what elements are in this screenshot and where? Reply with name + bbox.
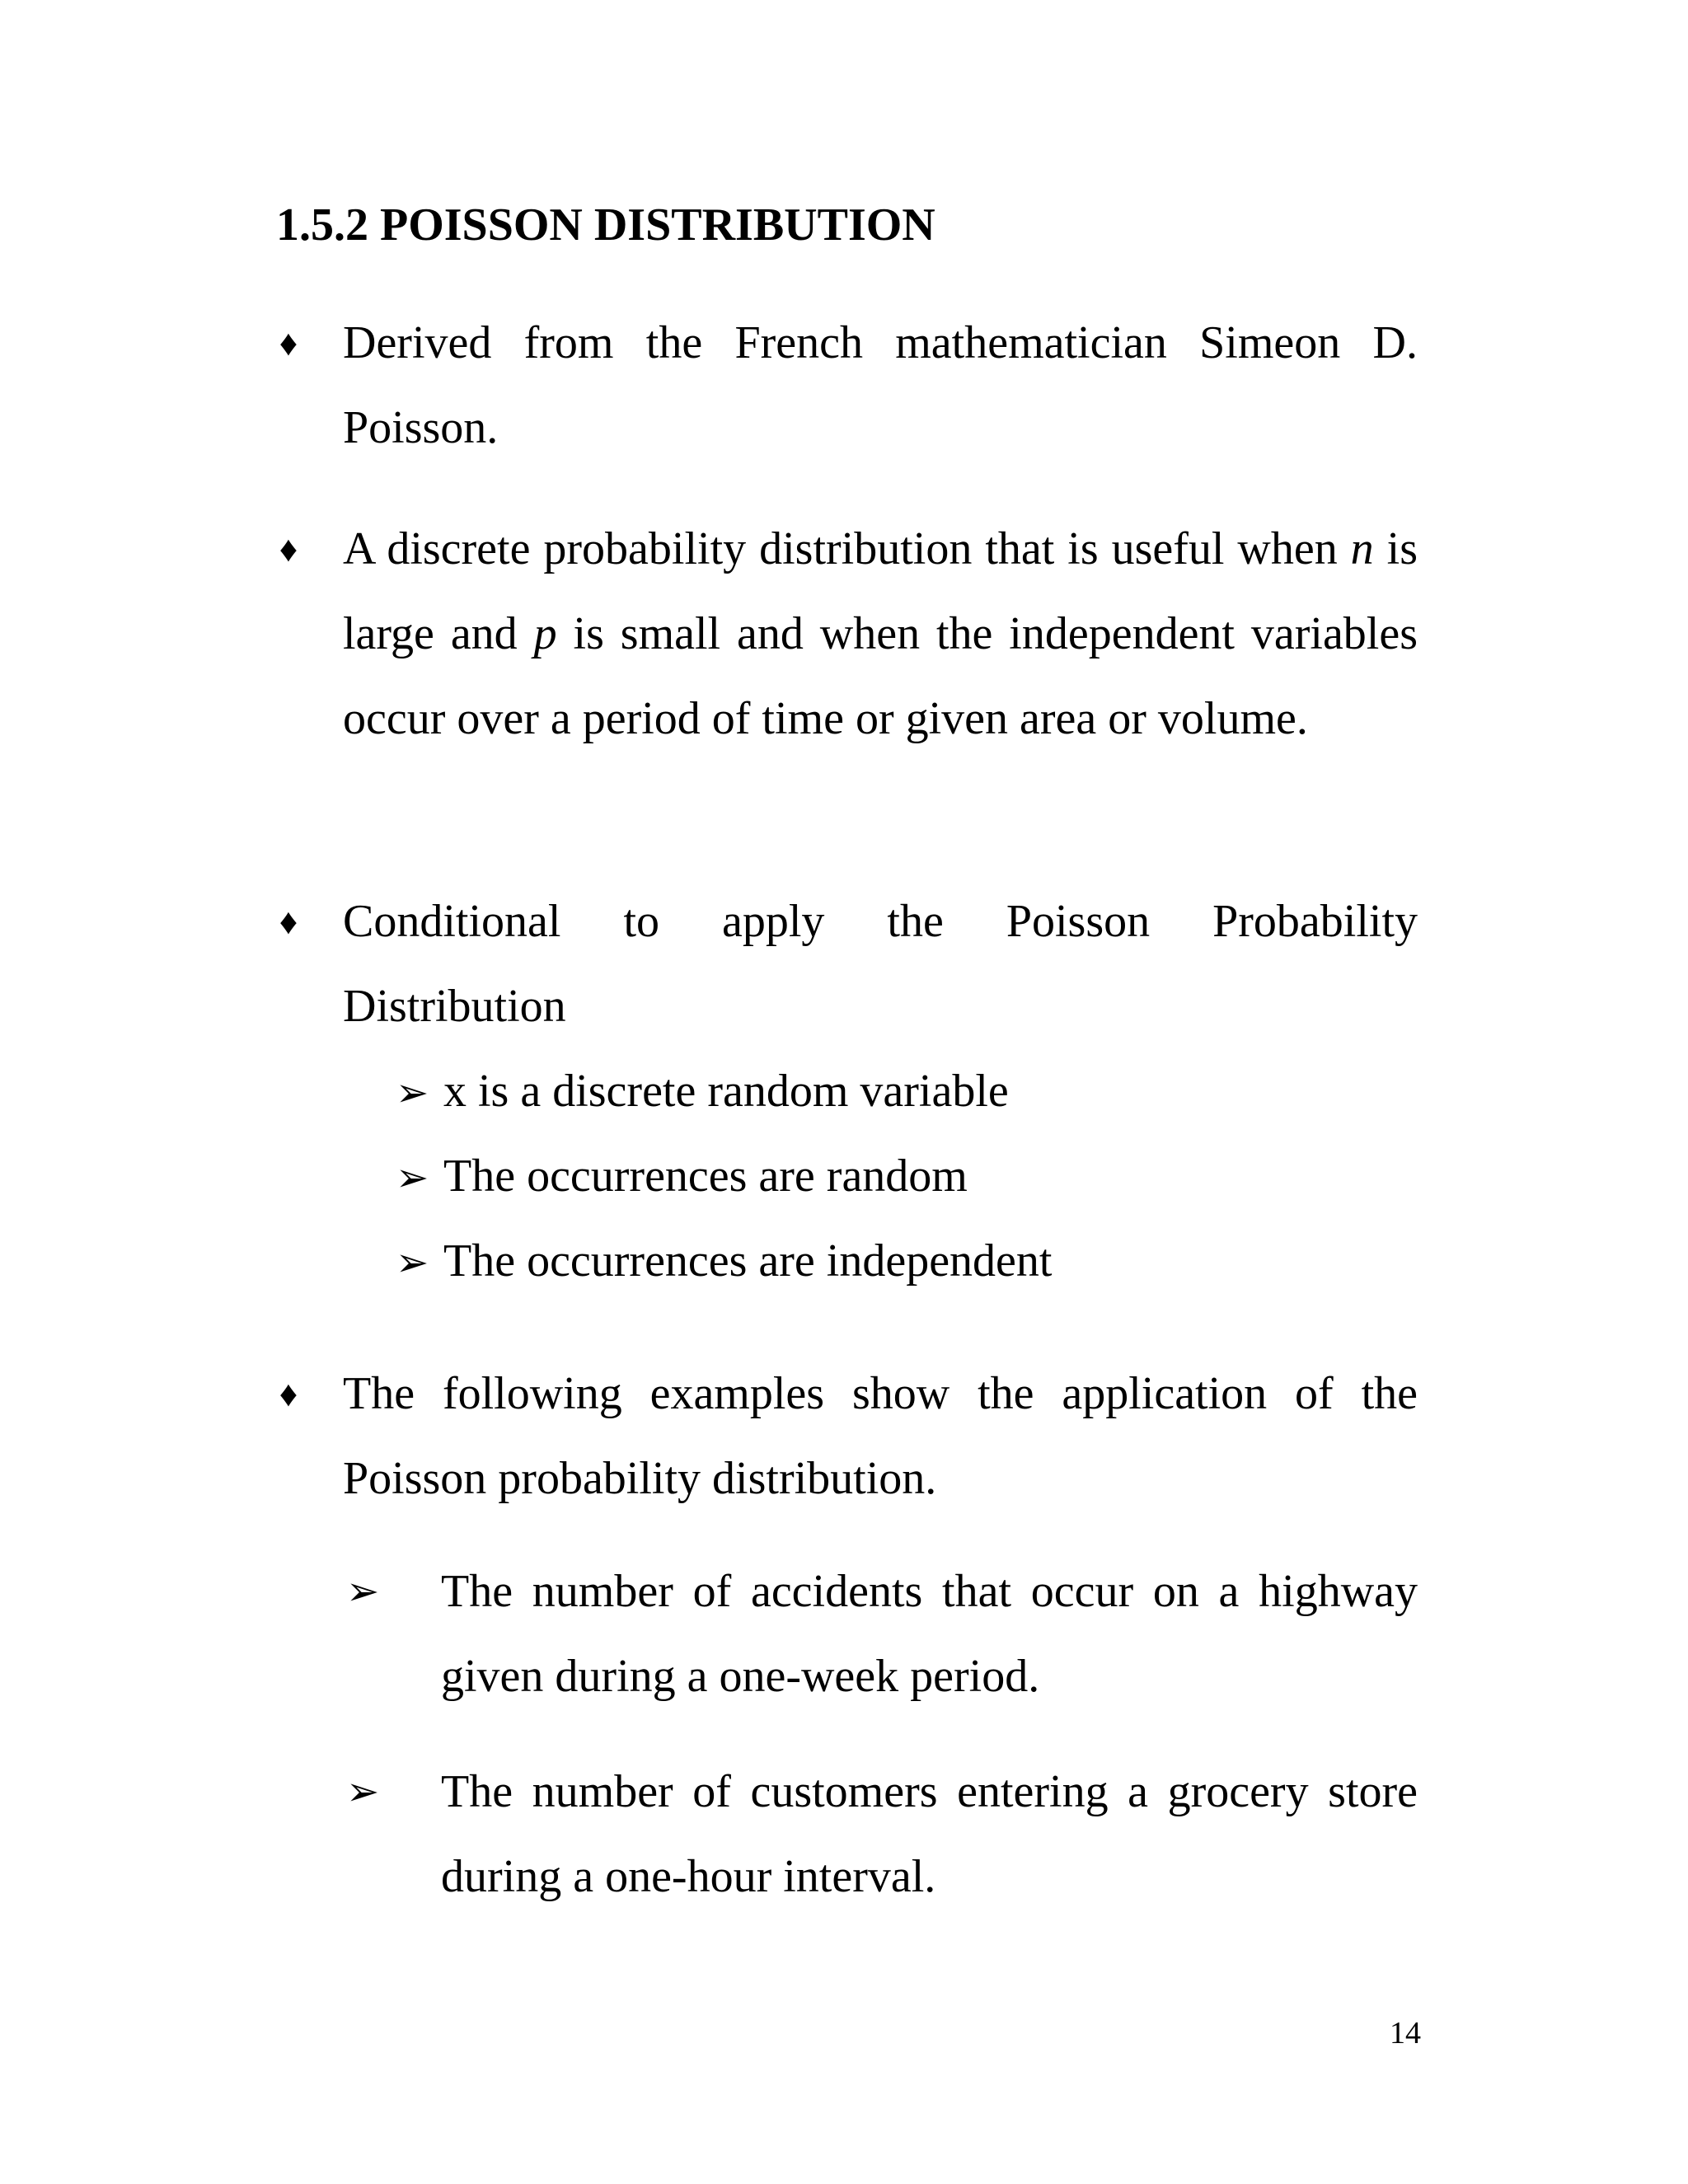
bullet-item-conditions xyxy=(272,879,1418,1049)
bullet-text-line2: Distribution xyxy=(343,981,566,1032)
example-text: The number of accidents that occur on a highway given during a one-week period. xyxy=(441,1566,1418,1702)
diamond-bullet-icon: ♦ xyxy=(279,1374,298,1414)
text-segment: A discrete probability distribution that is useful when xyxy=(343,523,1338,574)
page-number: 14 xyxy=(1390,2016,1421,2050)
diamond-bullet-icon: ♦ xyxy=(279,323,298,363)
arrow-bullet-icon: ➢ xyxy=(396,1241,429,1285)
example-text: The number of customers entering a grocery store during a one-hour interval. xyxy=(441,1766,1418,1902)
bullet-text-line1: Derived from the French mathematician Simeon D. xyxy=(343,317,1418,368)
text-segment: is large and xyxy=(343,523,1418,659)
condition-text: The occurrences are independent xyxy=(443,1235,1053,1286)
bullet-text: The following examples show the application of the Poisson probability distribution. xyxy=(343,1368,1418,1504)
condition-item xyxy=(396,1219,1052,1305)
condition-item xyxy=(396,1049,1009,1136)
variable-n: n xyxy=(1350,523,1374,574)
arrow-bullet-icon: ➢ xyxy=(346,1770,380,1814)
variable-p: p xyxy=(533,608,557,659)
section-heading: 1.5.2 POISSON DISTRIBUTION xyxy=(276,199,935,251)
bullet-item-derived xyxy=(272,301,1418,471)
text-segment: is small and when the independent variables occur over a period of time or given area or volume. xyxy=(343,608,1418,744)
bullet-text xyxy=(343,507,1418,762)
example-item xyxy=(346,1549,1418,1719)
condition-item xyxy=(396,1134,968,1221)
bullet-text-line1: Conditional to apply the Poisson Probability xyxy=(343,896,1418,947)
example-item xyxy=(346,1750,1418,1919)
arrow-bullet-icon: ➢ xyxy=(396,1071,429,1115)
arrow-bullet-icon: ➢ xyxy=(396,1156,429,1200)
condition-text: x is a discrete random variable xyxy=(443,1066,1009,1117)
bullet-text-line2: Poisson. xyxy=(343,402,499,453)
diamond-bullet-icon: ♦ xyxy=(279,529,298,569)
condition-text: The occurrences are random xyxy=(443,1151,968,1202)
bullet-item-discrete xyxy=(272,507,1418,762)
arrow-bullet-icon: ➢ xyxy=(346,1570,380,1614)
diamond-bullet-icon: ♦ xyxy=(279,902,298,942)
bullet-item-examples xyxy=(272,1352,1418,1521)
